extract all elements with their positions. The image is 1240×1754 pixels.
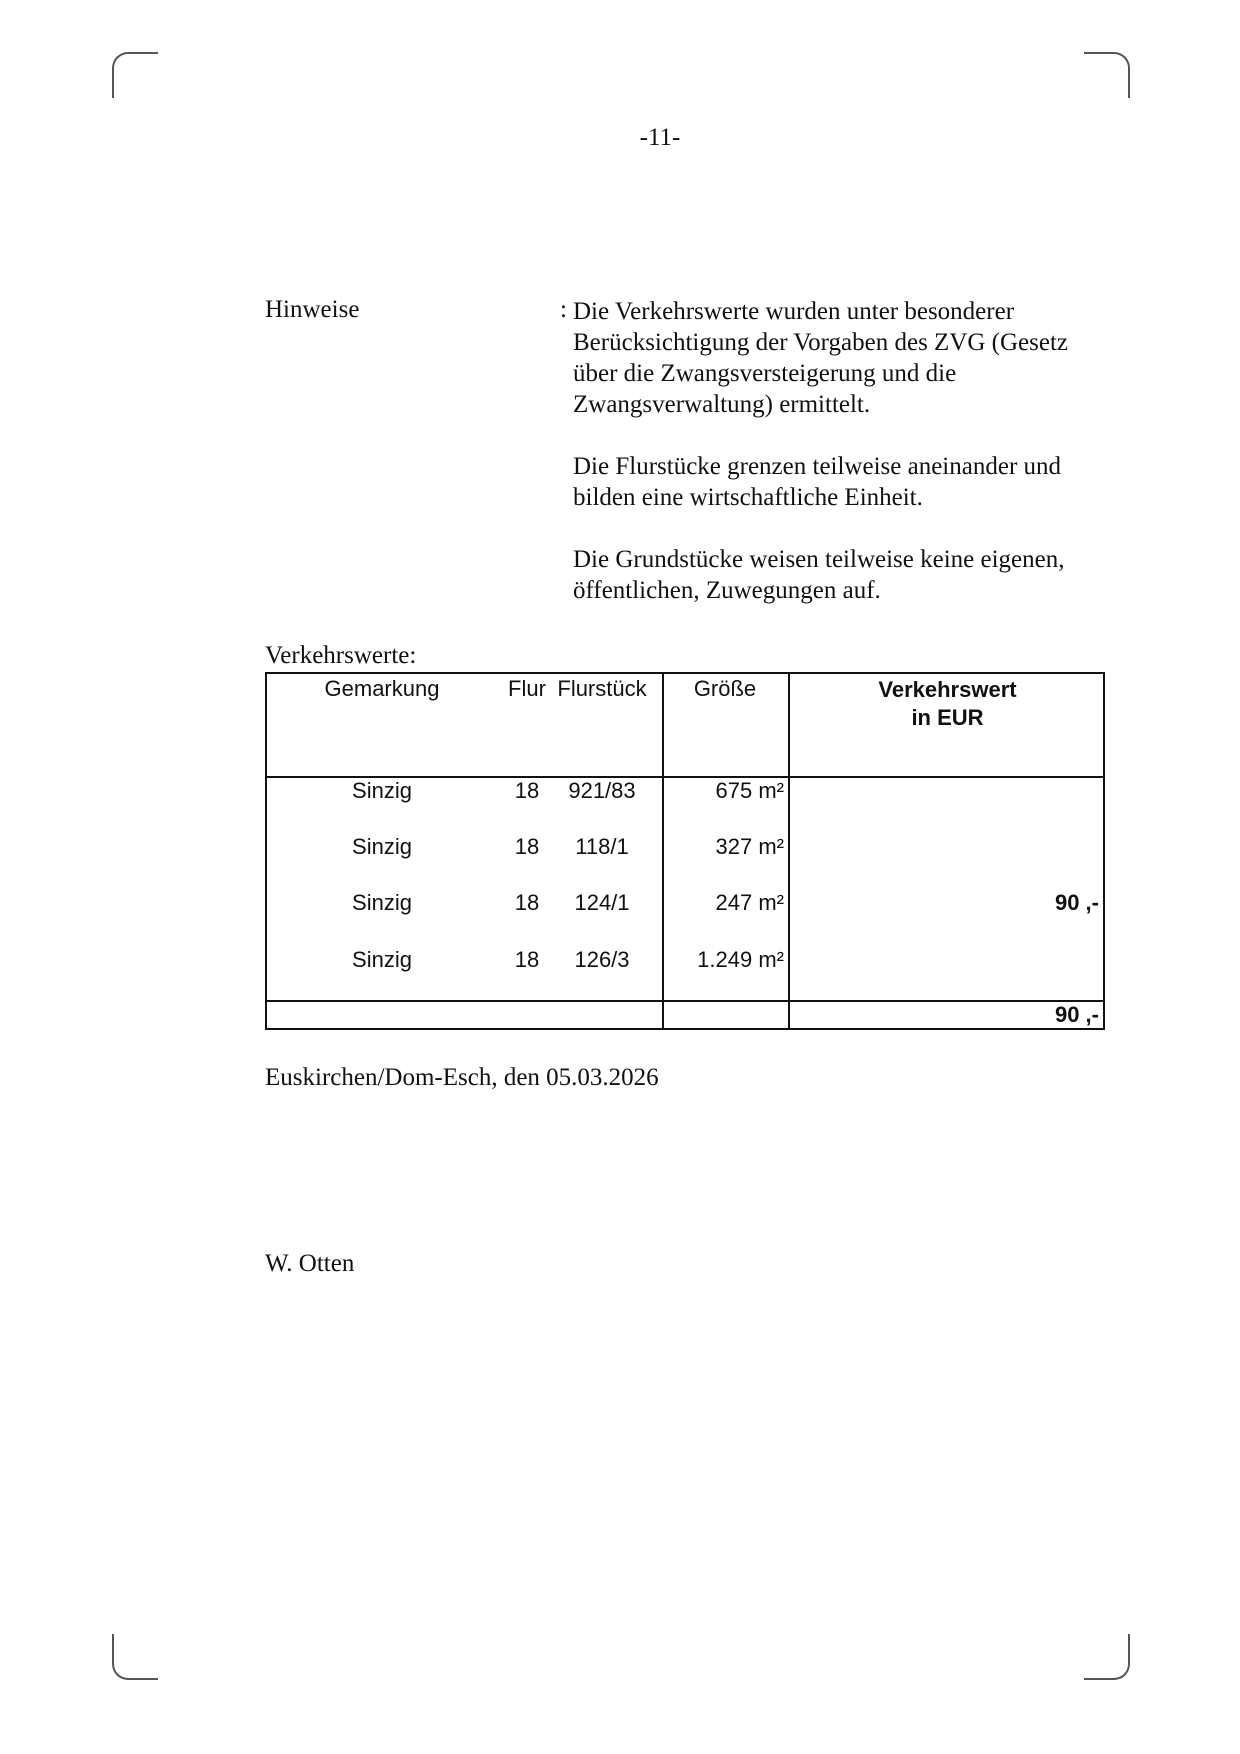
date-line: Euskirchen/Dom-Esch, den 05.03.2026 xyxy=(265,1064,659,1091)
header-gemarkung: Gemarkung xyxy=(324,676,440,701)
cell-total-value: 90 ,- xyxy=(1054,1002,1099,1027)
notes-paragraph: Die Verkehrswerte wurden unter besonderer Berücksichtigung der Vorgaben des ZVG (Gesetz über die Zwangsversteigerung und die Zwangsverwaltung) ermittelt. xyxy=(573,298,1069,418)
corner-mark-top-right xyxy=(1084,52,1130,98)
header-verkehrswert-line1: Verkehrswert xyxy=(878,677,1017,702)
table-row xyxy=(267,890,1103,920)
table-row xyxy=(267,947,1103,977)
header-flurstueck: Flurstück xyxy=(557,676,647,701)
cell-groesse: 1.249 m² xyxy=(697,947,784,972)
cell-groesse: 675 m² xyxy=(715,778,784,803)
cell-flur: 18 xyxy=(514,890,540,915)
notes-label: Hinweise xyxy=(265,296,360,323)
values-label: Verkehrswerte: xyxy=(265,642,417,669)
corner-mark-bottom-left xyxy=(112,1634,158,1680)
header-flur: Flur xyxy=(508,676,546,701)
page-number: -11- xyxy=(639,124,681,151)
cell-flur: 18 xyxy=(514,778,540,803)
cell-flurstueck: 126/3 xyxy=(574,947,630,972)
cell-gemarkung: Sinzig xyxy=(352,778,412,803)
header-groesse: Größe xyxy=(693,676,757,701)
table-row xyxy=(267,834,1103,864)
header-verkehrswert xyxy=(790,676,1105,732)
cell-verkehrswert: 90 ,- xyxy=(1054,890,1099,915)
notes-body xyxy=(573,296,1093,606)
cell-flur: 18 xyxy=(514,834,540,859)
notes-paragraph: Die Flurstücke grenzen teilweise aneinander und bilden eine wirtschaftliche Einheit. xyxy=(573,453,1062,511)
cell-flurstueck: 118/1 xyxy=(575,834,629,859)
corner-mark-bottom-right xyxy=(1084,1634,1130,1680)
cell-groesse: 247 m² xyxy=(715,890,784,915)
notes-colon: : xyxy=(560,296,567,323)
table-row xyxy=(267,778,1103,808)
values-table xyxy=(265,672,1105,1030)
table-total-row xyxy=(267,1002,1103,1032)
cell-gemarkung: Sinzig xyxy=(352,947,412,972)
cell-groesse: 327 m² xyxy=(715,834,784,859)
cell-flurstueck: 921/83 xyxy=(568,778,636,803)
cell-flur: 18 xyxy=(514,947,540,972)
signature: W. Otten xyxy=(265,1250,355,1277)
notes-paragraph: Die Grundstücke weisen teilweise keine eigenen, öffentlichen, Zuwegungen auf. xyxy=(573,546,1065,604)
cell-flurstueck: 124/1 xyxy=(574,890,630,915)
header-verkehrswert-line2: in EUR xyxy=(911,705,984,730)
corner-mark-top-left xyxy=(112,52,158,98)
cell-gemarkung: Sinzig xyxy=(352,834,412,859)
cell-gemarkung: Sinzig xyxy=(352,890,412,915)
